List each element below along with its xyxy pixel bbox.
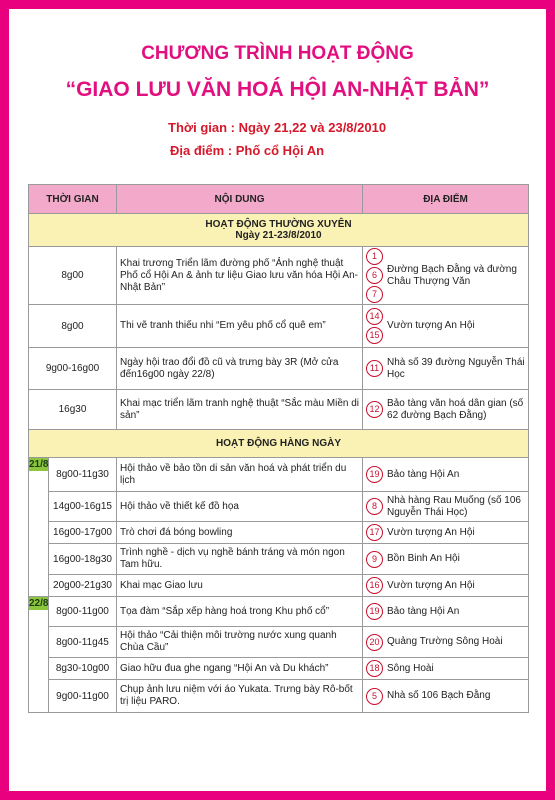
content-cell: Trình nghề - dịch vụ nghề bánh tráng và món ngon Tam hữu. bbox=[117, 544, 363, 575]
place-text: Quảng Trường Sông Hoài bbox=[387, 636, 503, 647]
place-text: Bồn Binh An Hội bbox=[387, 553, 460, 564]
location-number-marker: 15 bbox=[366, 327, 383, 344]
table-row bbox=[29, 658, 529, 680]
place-cell bbox=[363, 458, 529, 492]
place-text: Sông Hoài bbox=[387, 662, 434, 674]
place-wrapper bbox=[366, 687, 525, 706]
location-number-marker: 19 bbox=[366, 466, 383, 483]
location-markers bbox=[366, 576, 383, 595]
content-cell: Giao hữu đua ghe ngang “Hội An và Du khách” bbox=[117, 658, 363, 680]
location-markers bbox=[366, 659, 383, 678]
table-row bbox=[29, 544, 529, 575]
content-cell: Khai mạc Giao lưu bbox=[117, 575, 363, 597]
time-cell: 16g00-18g30 bbox=[49, 544, 117, 575]
place-cell bbox=[363, 597, 529, 627]
place-wrapper bbox=[366, 495, 525, 519]
table-row bbox=[29, 522, 529, 544]
time-cell: 8g00-11g00 bbox=[49, 597, 117, 627]
section-date-range: Ngày 21-23/8/2010 bbox=[235, 230, 322, 241]
place-text: Bảo tàng Hội An bbox=[387, 605, 460, 617]
content-cell: Chụp ảnh lưu niệm với áo Yukata. Trưng bày Rô-bốt trị liệu PARO. bbox=[117, 680, 363, 713]
place-cell bbox=[363, 390, 529, 430]
place-text: Bảo tàng Hội An bbox=[387, 468, 460, 480]
location-number-marker: 1 bbox=[366, 248, 383, 265]
time-cell: 8g00 bbox=[29, 305, 117, 348]
time-cell: 9g00-16g00 bbox=[29, 348, 117, 390]
column-header-place: ĐỊA ĐIỂM bbox=[363, 185, 529, 214]
place-wrapper bbox=[366, 633, 525, 652]
place-cell bbox=[363, 348, 529, 390]
time-cell: 9g00-11g00 bbox=[49, 680, 117, 713]
location-number-marker: 18 bbox=[366, 660, 383, 677]
location-markers bbox=[366, 400, 383, 419]
location-markers bbox=[366, 633, 383, 652]
location-number-marker: 19 bbox=[366, 603, 383, 620]
place-cell bbox=[363, 658, 529, 680]
place-text: Đường Bạch Đằng và đường Châu Thượng Văn bbox=[387, 263, 517, 287]
day-label: 22/8 bbox=[29, 598, 49, 609]
column-header-content: NỘI DUNG bbox=[117, 185, 363, 214]
location-number-marker: 14 bbox=[366, 308, 383, 325]
section-title: HOẠT ĐỘNG THƯỜNG XUYÊN bbox=[205, 219, 352, 230]
table-header-row bbox=[29, 185, 529, 214]
location-markers bbox=[366, 359, 383, 378]
place-wrapper bbox=[366, 523, 525, 542]
location-markers bbox=[366, 687, 383, 706]
location-number-marker: 12 bbox=[366, 401, 383, 418]
location-number-marker: 16 bbox=[366, 577, 383, 594]
day-cell bbox=[29, 458, 49, 597]
column-header-time: THỜI GIAN bbox=[29, 185, 117, 214]
table-body bbox=[29, 214, 529, 713]
location-markers bbox=[366, 523, 383, 542]
location-markers bbox=[366, 602, 383, 621]
content-cell: Hội thảo về bảo tồn di sản văn hoá và phát triển du lịch bbox=[117, 458, 363, 492]
table-row bbox=[29, 247, 529, 305]
location-markers bbox=[366, 307, 383, 345]
place-text: Nhà số 106 Bạch Đằng bbox=[387, 690, 491, 701]
table-row bbox=[29, 627, 529, 658]
location-markers bbox=[366, 550, 383, 569]
time-cell: 8g00-11g45 bbox=[49, 627, 117, 658]
place-wrapper bbox=[366, 550, 525, 569]
place-cell bbox=[363, 627, 529, 658]
place-cell bbox=[363, 492, 529, 522]
place-wrapper bbox=[366, 659, 525, 678]
place-cell bbox=[363, 247, 529, 305]
place-wrapper bbox=[366, 307, 525, 345]
table-row bbox=[29, 305, 529, 348]
content-cell: Hội thảo về thiết kế đồ họa bbox=[117, 492, 363, 522]
location-number-marker: 20 bbox=[366, 634, 383, 651]
place-text: Vườn tượng An Hội bbox=[387, 526, 475, 538]
section-row-daily bbox=[29, 430, 529, 458]
content-cell: Ngày hội trao đổi đồ cũ và trưng bày 3R (Mở cửa đến16g00 ngày 22/8) bbox=[117, 348, 363, 390]
place-wrapper bbox=[366, 465, 525, 484]
place-wrapper bbox=[366, 357, 525, 381]
location-markers bbox=[366, 497, 383, 516]
table-row bbox=[29, 458, 529, 492]
time-cell: 8g00-11g30 bbox=[49, 458, 117, 492]
location-number-marker: 6 bbox=[366, 267, 383, 284]
event-time: Thời gian : Ngày 21,22 và 23/8/2010 bbox=[168, 120, 387, 135]
location-markers bbox=[366, 247, 383, 304]
schedule-table bbox=[28, 184, 529, 713]
program-subtitle: “GIAO LƯU VĂN HOÁ HỘI AN-NHẬT BẢN” bbox=[65, 78, 490, 101]
place-cell bbox=[363, 680, 529, 713]
section-row-regular bbox=[29, 214, 529, 247]
place-cell bbox=[363, 544, 529, 575]
location-number-marker: 17 bbox=[366, 524, 383, 541]
content-cell: Tọa đàm “Sắp xếp hàng hoá trong Khu phố cổ” bbox=[117, 597, 363, 627]
content-cell: Khai trương Triển lãm đường phố “Ảnh nghệ thuật Phố cổ Hội An & ảnh tư liệu Giao lưu văn hóa Hội An-Nhật Bản” bbox=[117, 247, 363, 305]
program-title: CHƯƠNG TRÌNH HOẠT ĐỘNG bbox=[141, 43, 414, 64]
section-header-regular bbox=[29, 214, 529, 247]
place-text: Nhà hàng Rau Muống (số 106 Nguyễn Thái Học) bbox=[387, 494, 521, 518]
time-cell: 14g00-16g15 bbox=[49, 492, 117, 522]
table-row bbox=[29, 597, 529, 627]
place-cell bbox=[363, 522, 529, 544]
location-markers bbox=[366, 465, 383, 484]
content-cell: Khai mạc triển lãm tranh nghệ thuật “Sắc màu Miền di sản” bbox=[117, 390, 363, 430]
place-wrapper bbox=[366, 247, 525, 304]
section-header-daily: HOẠT ĐỘNG HÀNG NGÀY bbox=[29, 430, 529, 458]
content-cell: Hội thảo “Cải thiện môi trường nước xung quanh Chùa Cầu” bbox=[117, 627, 363, 658]
table-row bbox=[29, 390, 529, 430]
place-text: Vườn tượng An Hội bbox=[387, 320, 475, 331]
time-cell: 8g00 bbox=[29, 247, 117, 305]
place-text: Nhà số 39 đường Nguyễn Thái Học bbox=[387, 356, 525, 380]
day-cell bbox=[29, 597, 49, 713]
location-number-marker: 7 bbox=[366, 286, 383, 303]
table-row bbox=[29, 680, 529, 713]
time-cell: 8g30-10g00 bbox=[49, 658, 117, 680]
location-number-marker: 11 bbox=[366, 360, 383, 377]
location-number-marker: 8 bbox=[366, 498, 383, 515]
place-cell bbox=[363, 305, 529, 348]
table-row bbox=[29, 575, 529, 597]
place-wrapper bbox=[366, 602, 525, 621]
event-place: Địa điểm : Phố cổ Hội An bbox=[170, 143, 325, 158]
content-cell: Trò chơi đá bóng bowling bbox=[117, 522, 363, 544]
table-row bbox=[29, 492, 529, 522]
place-text: Vườn tượng An Hội bbox=[387, 579, 475, 591]
place-wrapper bbox=[366, 576, 525, 595]
time-cell: 16g30 bbox=[29, 390, 117, 430]
table-row bbox=[29, 348, 529, 390]
content-cell: Thi vẽ tranh thiếu nhi “Em yêu phố cổ quê em” bbox=[117, 305, 363, 348]
day-label: 21/8 bbox=[29, 459, 49, 470]
time-cell: 16g00-17g00 bbox=[49, 522, 117, 544]
place-wrapper bbox=[366, 398, 525, 422]
location-number-marker: 5 bbox=[366, 688, 383, 705]
time-cell: 20g00-21g30 bbox=[49, 575, 117, 597]
location-number-marker: 9 bbox=[366, 551, 383, 568]
place-text: Bảo tàng văn hoá dân gian (số 62 đường Bạch Đằng) bbox=[387, 397, 524, 421]
place-cell bbox=[363, 575, 529, 597]
